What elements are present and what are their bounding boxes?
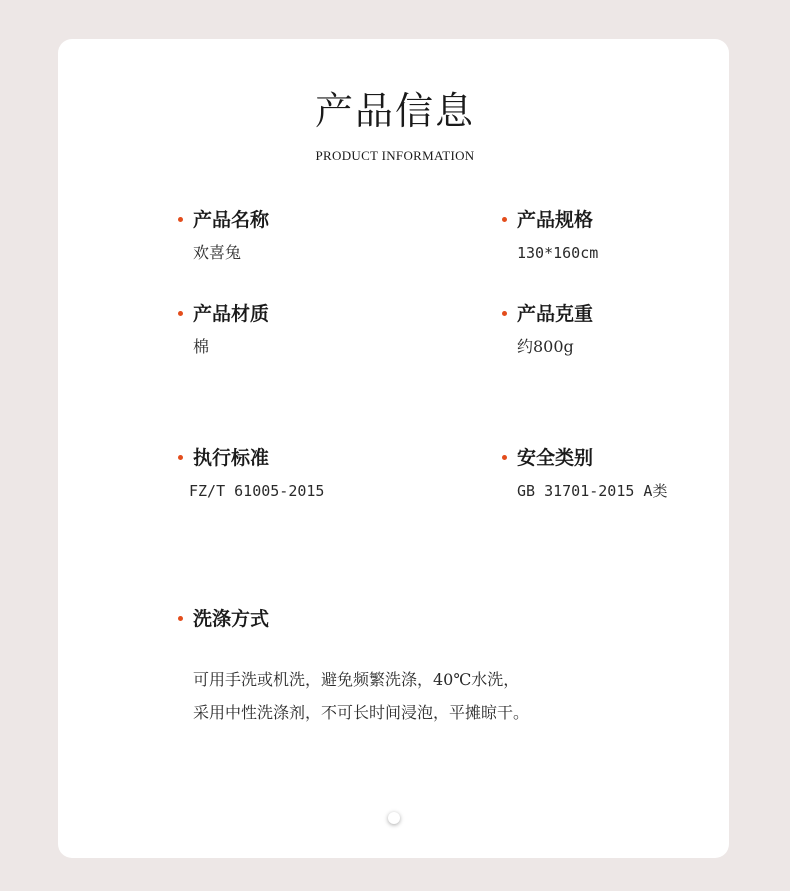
info-item-material bbox=[178, 302, 269, 358]
info-label: 产品材质 bbox=[193, 303, 270, 325]
bullet-dot-icon bbox=[178, 217, 183, 222]
washing-line: 采用中性洗涤剂，不可长时间浸泡，平摊晾干。 bbox=[193, 703, 530, 722]
info-item-weight bbox=[502, 302, 593, 358]
info-value: 欢喜兔 bbox=[193, 243, 242, 262]
pagination-dot-icon[interactable] bbox=[388, 812, 400, 824]
info-label: 产品名称 bbox=[193, 209, 270, 231]
info-item-washing bbox=[178, 607, 269, 631]
page-title: 产品信息 bbox=[314, 89, 475, 133]
info-item-safety bbox=[502, 446, 667, 502]
info-label: 执行标准 bbox=[193, 447, 270, 469]
info-item-standard bbox=[178, 446, 324, 502]
info-value: 棉 bbox=[193, 337, 210, 356]
washing-label: 洗涤方式 bbox=[193, 608, 270, 630]
bullet-dot-icon bbox=[178, 616, 183, 621]
page-subtitle: PRODUCT INFORMATION bbox=[315, 148, 475, 163]
info-value: 130*160cm bbox=[517, 244, 599, 262]
info-item-name bbox=[178, 208, 269, 264]
info-label: 安全类别 bbox=[517, 447, 594, 469]
info-label: 产品克重 bbox=[517, 303, 594, 325]
info-value: GB 31701-2015 A类 bbox=[517, 482, 668, 500]
info-item-size bbox=[502, 208, 598, 264]
info-value: 约800g bbox=[517, 337, 574, 356]
bullet-dot-icon bbox=[178, 455, 183, 460]
bullet-dot-icon bbox=[502, 217, 507, 222]
bullet-dot-icon bbox=[502, 455, 507, 460]
washing-instructions bbox=[193, 663, 529, 729]
bullet-dot-icon bbox=[502, 311, 507, 316]
washing-line: 可用手洗或机洗，避免频繁洗涤，40℃水洗， bbox=[193, 670, 520, 689]
bullet-dot-icon bbox=[178, 311, 183, 316]
info-value: FZ/T 61005-2015 bbox=[189, 482, 325, 500]
info-label: 产品规格 bbox=[517, 209, 594, 231]
